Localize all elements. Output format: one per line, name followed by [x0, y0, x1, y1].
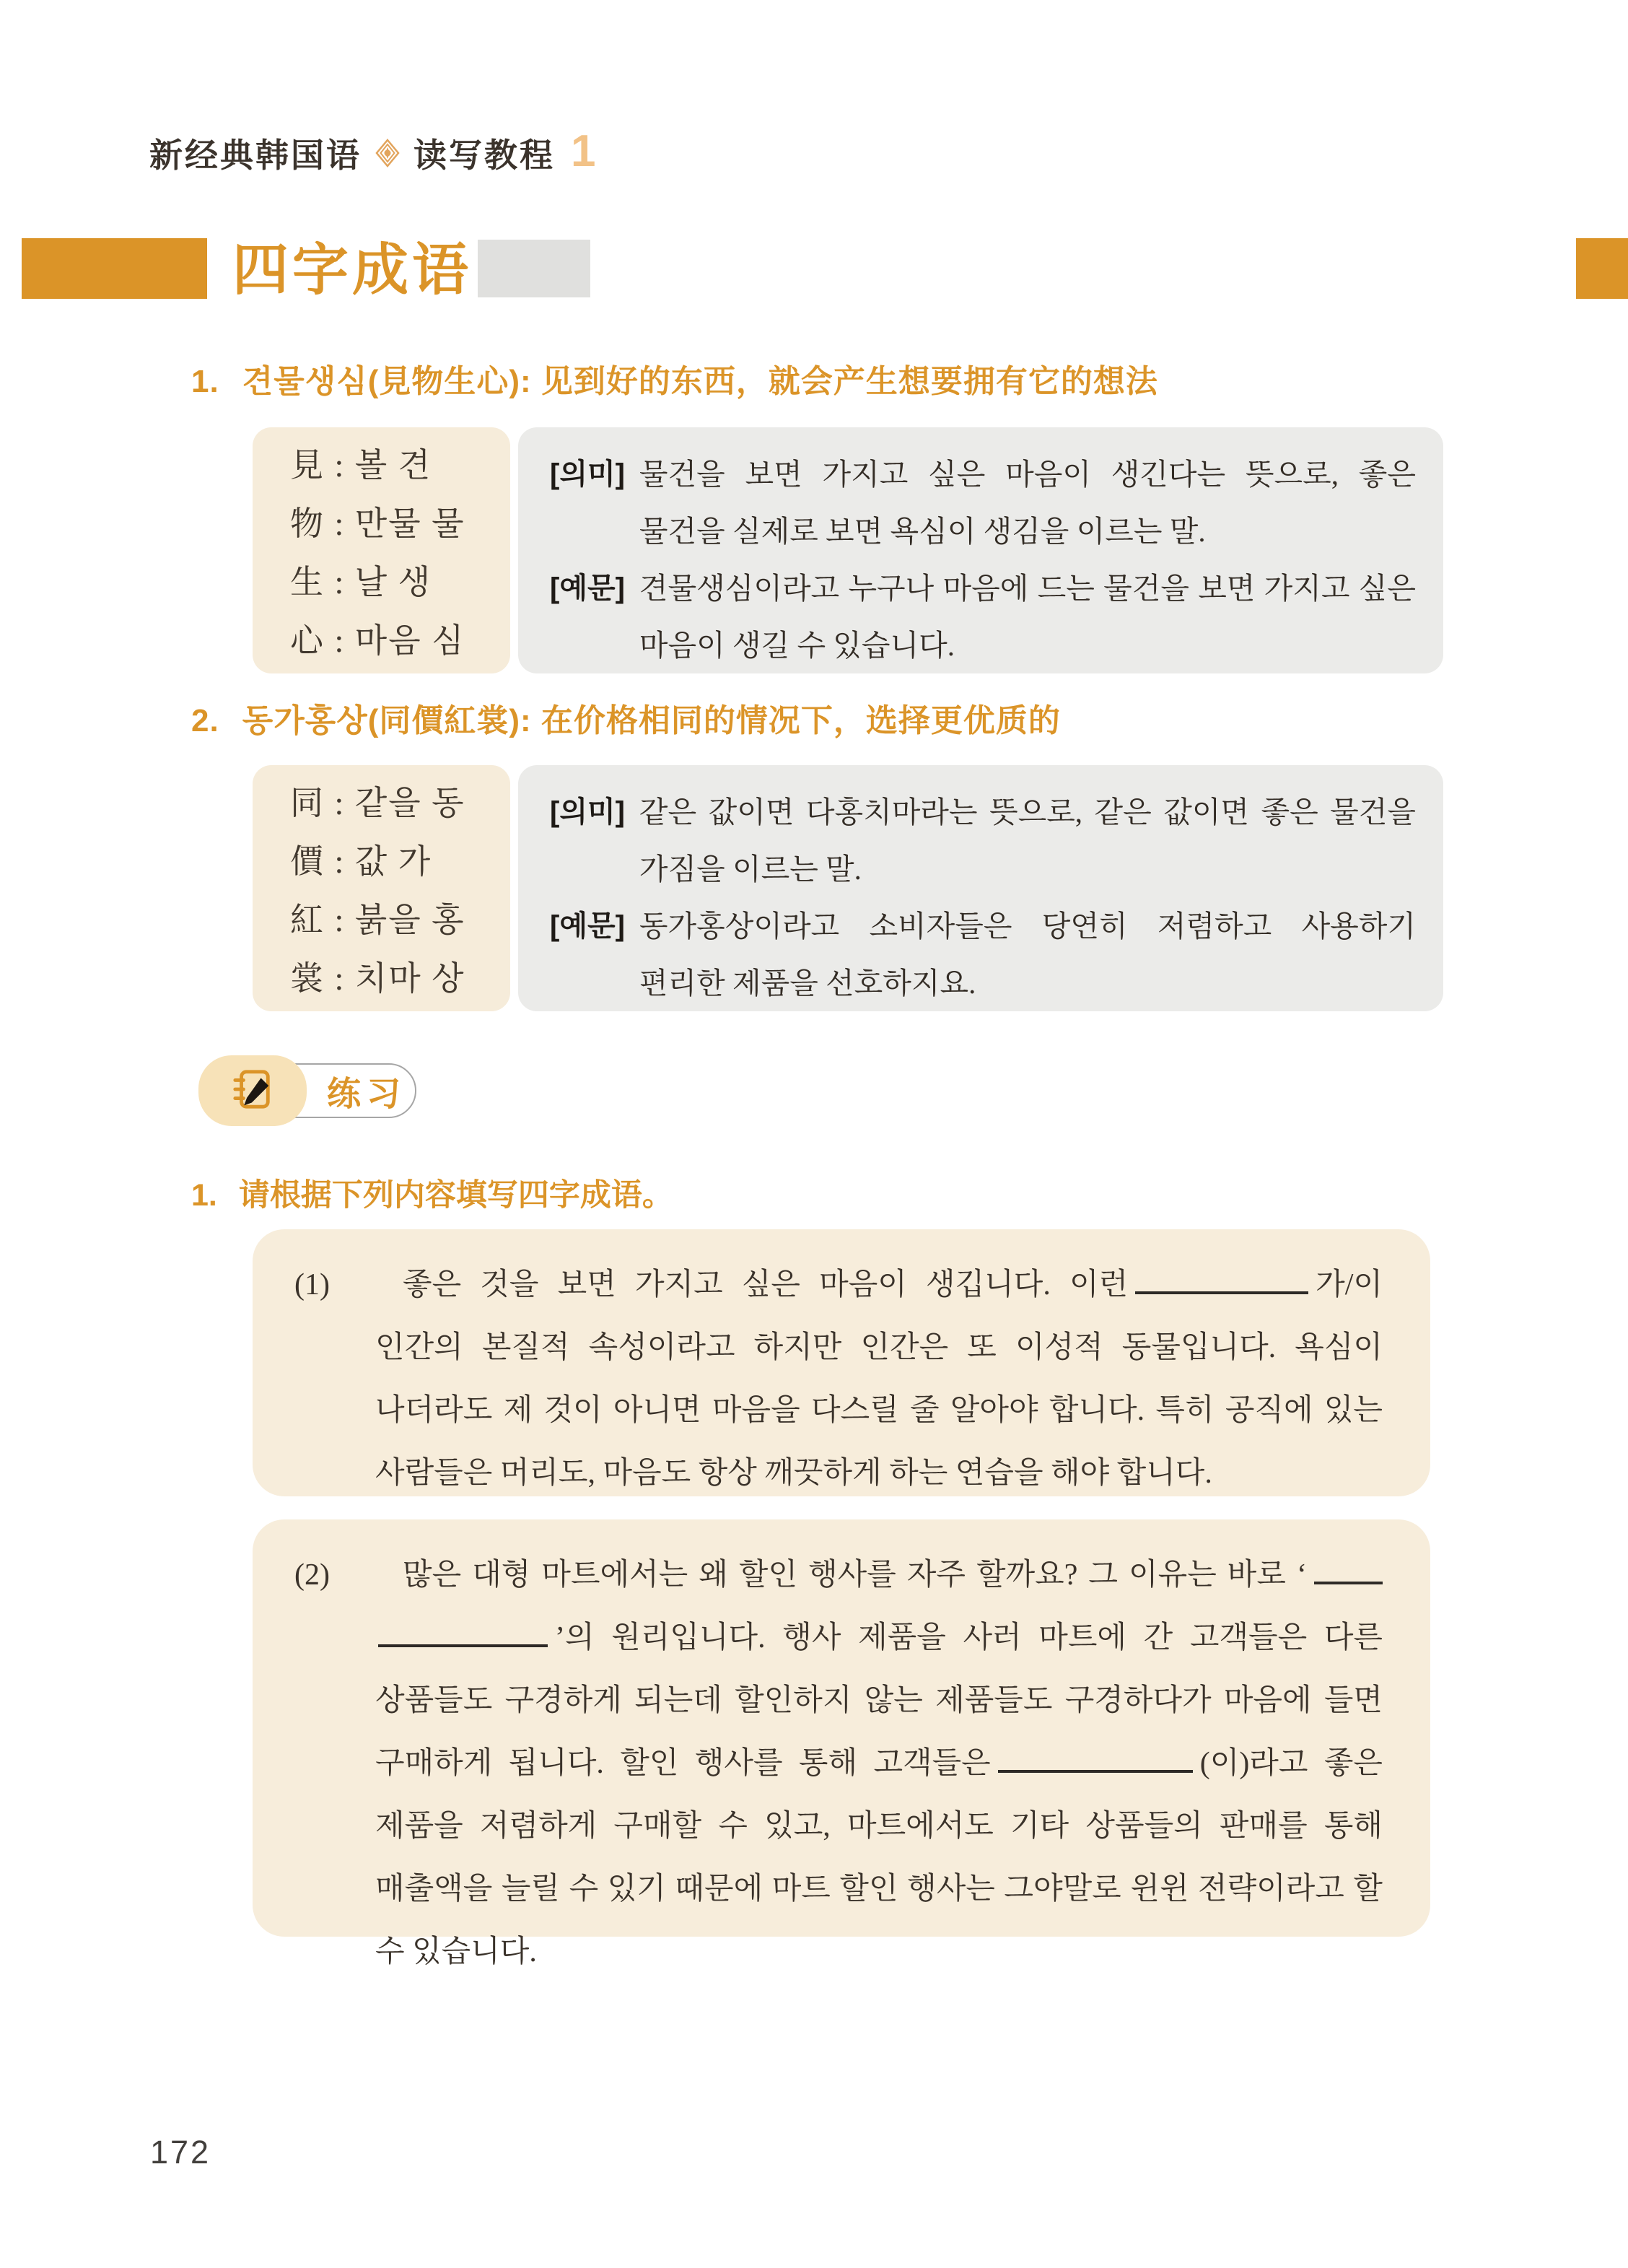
hanja-row: 生 : 날 생: [290, 564, 432, 601]
hanja-row: 價 : 값 가: [290, 843, 432, 880]
section-1-hanja-box: [253, 427, 510, 673]
meaning-text: 같은 값이면 다홍치마라는 뜻으로, 같은 값이면 좋은 물건을 가짐을 이르는 말.: [639, 795, 1416, 886]
running-header: [149, 126, 596, 176]
meaning-label: [의미]: [550, 458, 625, 490]
hanja-row: 見 : 볼 견: [290, 447, 432, 484]
question-text-segment: 가/이 인간의 본질적 속성이라고 하지만 인간은 또 이성적 동물입니다. 욕심이 나더라도 제 것이 아니면 마음을 다스릴 줄 알아야 합니다. 특히 공직에 있는 사람들은 머리도, 마음도 항상 깨끗하게 하는 연습을 해야 합니다.: [375, 1268, 1383, 1490]
section-1-heading: [191, 355, 1158, 401]
practice-instruction: [191, 1171, 673, 1215]
title-accent-bar-right: [1576, 238, 1628, 299]
exercise-question-1: [294, 1254, 1383, 1505]
question-number: (1): [294, 1268, 330, 1301]
section-title: 견물생심(見物生心): 见到好的东西，就会产生想要拥有它的想法: [242, 364, 1158, 399]
volume-number: 1: [571, 126, 596, 176]
hanja-row: 心 : 마음 심: [290, 622, 465, 659]
course-title: 读写教程: [413, 137, 555, 174]
section-1-definition-box: [518, 427, 1443, 673]
hanja-row: 紅 : 붉을 홍: [290, 902, 465, 938]
section-2-hanja-box: [253, 765, 510, 1011]
example-text: 견물생심이라고 누구나 마음에 드는 물건을 보면 가지고 싶은 마음이 생길 수 있습니다.: [639, 572, 1416, 662]
series-title: 新经典韩国语: [149, 137, 362, 174]
section-2-heading: [191, 694, 1061, 741]
section-title: 동가홍상(同價紅裳): 在价格相同的情况下，选择更优质的: [242, 703, 1061, 738]
practice-badge: [198, 1055, 422, 1128]
notebook-pencil-icon: [232, 1068, 273, 1114]
practice-badge-blob: [198, 1055, 307, 1126]
meaning-text: 물건을 보면 가지고 싶은 마음이 생긴다는 뜻으로, 좋은 물건을 실제로 보면 욕심이 생김을 이르는 말.: [639, 458, 1416, 548]
meaning-entry: [550, 784, 1416, 898]
fill-in-blank: [1314, 1553, 1383, 1584]
chapter-title: 四字成语: [232, 237, 473, 302]
question-number: (2): [294, 1558, 330, 1592]
hanja-row: 物 : 만물 물: [290, 505, 465, 542]
example-label: [예문]: [550, 910, 625, 942]
fill-in-blank: [1135, 1262, 1308, 1294]
exercise-box-2: [253, 1519, 1430, 1968]
instruction-text: 请根据下列内容填写四字成语。: [238, 1178, 673, 1213]
example-label: [예문]: [550, 572, 625, 604]
ornament-diamond-icon: [373, 139, 402, 167]
meaning-entry: [550, 446, 1416, 560]
question-text-segment: 좋은 것을 보면 가지고 싶은 마음이 생깁니다. 이런: [403, 1268, 1129, 1301]
page-number: 172: [150, 2134, 211, 2171]
hanja-row: 同 : 같을 동: [290, 785, 465, 821]
exercise-question-2: [294, 1544, 1383, 1984]
example-entry: [550, 560, 1416, 674]
meaning-label: [의미]: [550, 796, 625, 828]
title-accent-bar-left: [22, 238, 207, 299]
title-gray-block: [478, 240, 590, 297]
question-text-segment: ’의 원리입니다. 행사 제품을 사러 마트에 간 고객들은 다른 상품들도 구경하게 되는데 할인하지 않는 제품들도 구경하다가 마음에 들면 구매하게 됩니다. 할인 행사를 통해 고객들은: [375, 1621, 1383, 1780]
section-2-definition-box: [518, 765, 1443, 1011]
section-number: 2.: [191, 703, 219, 738]
example-entry: [550, 898, 1416, 1012]
example-text: 동가홍상이라고 소비자들은 당연히 저렴하고 사용하기 편리한 제품을 선호하지요.: [639, 910, 1416, 1000]
practice-badge-label: 练习: [327, 1074, 406, 1113]
chapter-title-band: [0, 237, 1628, 302]
exercise-box-1: [253, 1229, 1430, 1496]
question-text-segment: (이)라고 좋은 제품을 저렴하게 구매할 수 있고, 마트에서도 기타 상품들의 판매를 통해 매출액을 늘릴 수 있기 때문에 마트 할인 행사는 그야말로 윈윈 전략이라고 할 수 있습니다.: [375, 1747, 1383, 1968]
section-number: 1.: [191, 364, 219, 399]
fill-in-blank: [998, 1741, 1193, 1773]
hanja-row: 裳 : 치마 상: [290, 960, 465, 997]
question-text-segment: 많은 대형 마트에서는 왜 할인 행사를 자주 할까요? 그 이유는 바로 ‘: [403, 1558, 1307, 1592]
fill-in-blank: [378, 1615, 548, 1647]
instruction-number: 1.: [191, 1178, 217, 1213]
